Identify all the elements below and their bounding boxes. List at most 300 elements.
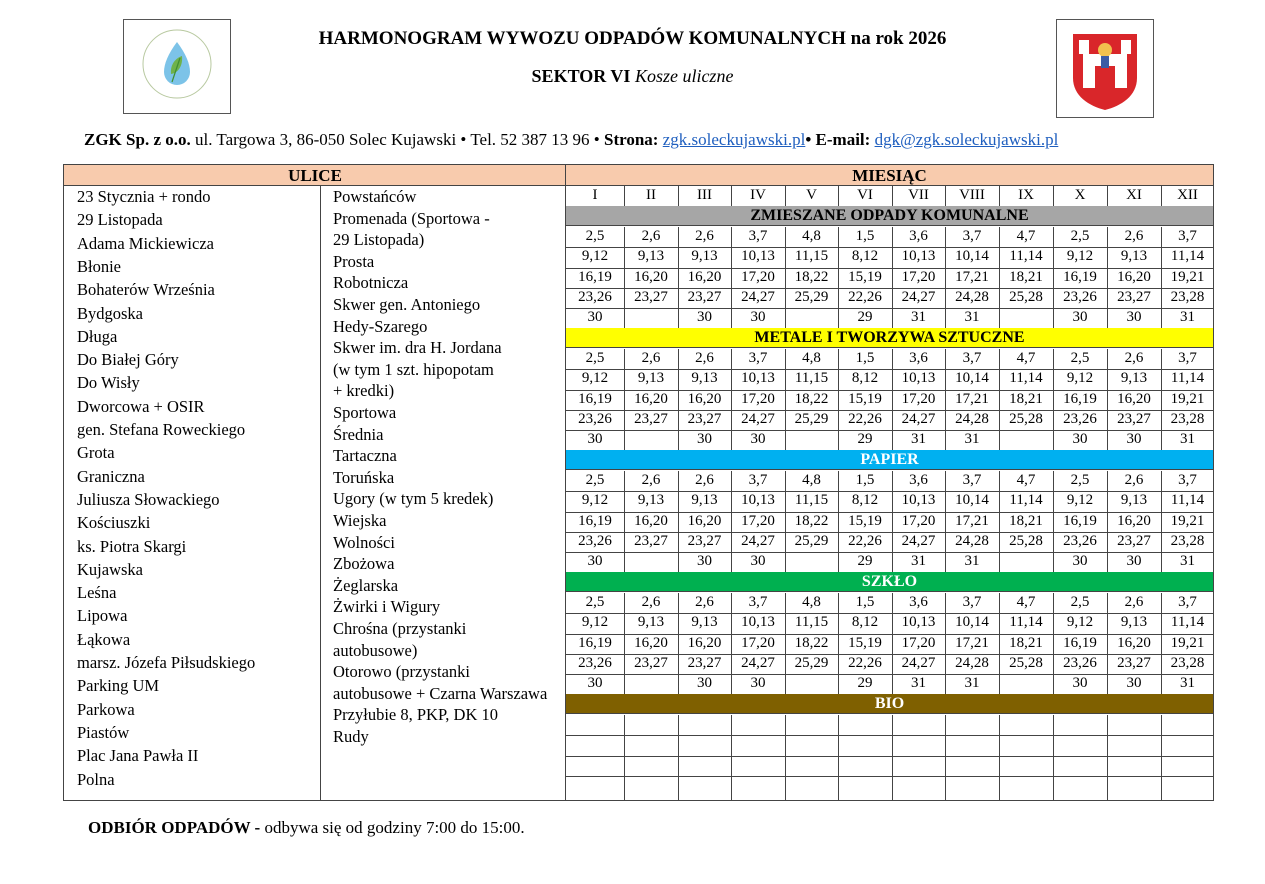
pickup-dates: 31 (911, 553, 926, 569)
pickup-dates: 24,27 (901, 288, 936, 305)
month-label: XI (1126, 187, 1142, 203)
pickup-dates: 2,5 (1070, 594, 1090, 611)
pickup-dates: 2,5 (1070, 228, 1090, 245)
street-item: 29 Listopada (77, 210, 163, 230)
pickup-dates: 16,20 (1117, 268, 1151, 285)
pickup-dates: 16,20 (687, 268, 722, 285)
pickup-dates: 30 (1126, 431, 1142, 447)
pickup-dates: 11,14 (1170, 248, 1205, 265)
pickup-dates: 3,7 (962, 350, 982, 367)
street-item: Wiejska (333, 511, 387, 530)
pickup-dates: 19,21 (1170, 268, 1205, 285)
street-item: Dworcowa + OSIR (77, 396, 205, 416)
pickup-dates: 3,7 (748, 350, 768, 367)
pickup-dates: 23,26 (1063, 654, 1097, 671)
pickup-dates: 3,7 (1178, 350, 1197, 367)
month-label: XII (1177, 187, 1198, 203)
pickup-dates: 29 (857, 309, 873, 325)
month-label: V (806, 187, 817, 203)
street-item: Polna (77, 769, 115, 789)
sector-type: Kosze uliczne (634, 66, 734, 86)
month-label: VI (857, 187, 873, 203)
month-label: X (1074, 187, 1086, 203)
pickup-dates: 16,20 (634, 512, 668, 529)
pickup-dates: 23,27 (687, 288, 722, 305)
pickup-dates: 3,7 (1178, 594, 1197, 611)
pickup-dates: 10,14 (955, 614, 989, 631)
pickup-dates: 23,28 (1170, 654, 1205, 671)
pickup-dates: 30 (1072, 675, 1088, 691)
month-label: VIII (959, 187, 985, 203)
pickup-dates: 30 (587, 431, 603, 447)
pickup-dates: 22,26 (848, 532, 882, 549)
pickup-dates: 1,5 (855, 228, 875, 245)
street-item: Skwer gen. Antoniego (333, 295, 481, 314)
pickup-dates: 11,15 (794, 370, 829, 387)
street-item: Do Wisły (77, 373, 140, 393)
pickup-dates: 24,27 (741, 288, 775, 305)
pickup-dates: 17,20 (741, 268, 775, 285)
pickup-dates: 22,26 (848, 288, 882, 305)
street-item: Leśna (77, 583, 117, 603)
pickup-dates: 8,12 (851, 492, 879, 509)
pickup-dates: 24,27 (741, 410, 775, 427)
pickup-dates: 17,20 (901, 390, 936, 407)
pickup-dates: 23,27 (1117, 532, 1151, 549)
pickup-dates: 3,7 (1178, 228, 1197, 245)
street-item: Łąkowa (77, 629, 131, 649)
pickup-dates: 3,6 (909, 594, 928, 611)
pickup-dates: 25,28 (1009, 288, 1043, 305)
street-item: Chrośna (przystanki (333, 619, 467, 638)
pickup-dates: 8,12 (851, 248, 879, 265)
category-band: ZMIESZANE ODPADY KOMUNALNE (566, 206, 1213, 226)
street-item: Żwirki i Wigury (333, 597, 441, 617)
pickup-dates: 11,14 (1170, 614, 1205, 631)
pickup-dates: 3,6 (909, 350, 928, 367)
pickup-dates: 30 (1072, 431, 1088, 447)
pickup-dates: 31 (1180, 309, 1195, 325)
pickup-dates: 16,20 (687, 390, 722, 407)
pickup-dates: 2,5 (585, 228, 605, 245)
pickup-dates: 11,14 (1009, 248, 1043, 265)
pickup-dates: 31 (964, 553, 980, 569)
pickup-dates: 19,21 (1170, 634, 1205, 651)
schedule-table (63, 164, 1214, 801)
pickup-dates: 9,13 (1120, 614, 1148, 631)
pickup-dates: 9,13 (1120, 248, 1148, 265)
pickup-dates: 18,22 (794, 390, 829, 407)
pickup-dates: 3,7 (1178, 472, 1197, 489)
street-item: 23 Stycznia + rondo (77, 187, 211, 206)
pickup-dates: 23,26 (578, 532, 612, 549)
street-item: gen. Stefana Roweckiego (77, 420, 246, 439)
street-item: Kościuszki (77, 513, 151, 533)
document-title: HARMONOGRAM WYWOZU ODPADÓW KOMUNALNYCH na rok 2026 (318, 28, 947, 49)
pickup-dates: 25,29 (794, 410, 829, 427)
street-item: Sportowa (333, 403, 397, 422)
pickup-dates: 2,5 (585, 350, 605, 367)
pickup-dates: 30 (587, 553, 603, 569)
company-address: ul. Targowa 3, 86-050 Solec Kujawski • Tel. 52 387 13 96 • (190, 130, 604, 149)
pickup-dates: 10,14 (955, 492, 989, 509)
pickup-dates: 23,27 (687, 654, 722, 671)
pickup-dates: 18,21 (1009, 512, 1043, 529)
street-item: Bohaterów Września (77, 280, 215, 300)
pickup-dates: 16,19 (1063, 634, 1097, 651)
pickup-dates: 23,27 (634, 532, 668, 549)
category-band: BIO (566, 694, 1213, 714)
pickup-dates: 23,26 (578, 410, 612, 427)
pickup-dates: 16,20 (634, 268, 668, 285)
pickup-dates: 8,12 (851, 614, 879, 631)
pickup-dates: 24,27 (901, 532, 936, 549)
pickup-dates: 25,29 (794, 654, 829, 671)
pickup-dates: 10,14 (955, 370, 989, 387)
pickup-dates: 17,20 (741, 512, 775, 529)
pickup-dates: 16,20 (1117, 634, 1151, 651)
street-item: Ugory (w tym 5 kredek) (333, 489, 494, 509)
pickup-dates: 23,26 (578, 288, 612, 305)
pickup-dates: 11,14 (1009, 370, 1043, 387)
pickup-dates: 10,13 (901, 370, 936, 387)
pickup-dates: 2,6 (1124, 594, 1144, 611)
street-item: (w tym 1 szt. hipopotam (333, 359, 494, 379)
footer-note (88, 818, 525, 838)
street-item: Parking UM (77, 676, 160, 696)
street-item: Wolności (333, 532, 395, 552)
pickup-dates: 22,26 (848, 410, 882, 427)
month-label: II (646, 187, 656, 203)
pickup-dates: 24,28 (955, 410, 989, 427)
pickup-dates: 30 (1072, 553, 1088, 569)
pickup-dates: 17,21 (955, 512, 989, 529)
pickup-dates: 31 (1180, 675, 1195, 691)
pickup-dates: 2,6 (695, 228, 714, 245)
pickup-dates: 4,8 (802, 594, 821, 611)
pickup-dates: 23,27 (687, 410, 722, 427)
pickup-dates: 23,28 (1170, 288, 1205, 305)
pickup-dates: 17,21 (955, 634, 989, 651)
pickup-dates: 3,7 (748, 594, 768, 611)
pickup-dates: 23,27 (1117, 410, 1151, 427)
category-band: METALE I TWORZYWA SZTUCZNE (566, 328, 1213, 348)
street-item: Parkowa (77, 699, 135, 719)
pickup-dates: 25,28 (1009, 654, 1043, 671)
pickup-dates: 17,20 (901, 512, 936, 529)
pickup-dates: 30 (587, 309, 603, 325)
pickup-dates: 15,19 (848, 268, 882, 285)
street-item: 29 Listopada) (333, 230, 425, 250)
street-item: Długa (77, 326, 118, 346)
street-item: ks. Piotra Skargi (77, 536, 187, 556)
pickup-dates: 24,28 (955, 288, 989, 305)
pickup-dates: 17,20 (741, 634, 775, 651)
pickup-dates: 29 (857, 553, 873, 569)
pickup-dates: 16,19 (1063, 390, 1097, 407)
website-label: Strona: (604, 130, 659, 149)
pickup-dates: 9,13 (637, 492, 665, 509)
category-band: PAPIER (566, 450, 1213, 470)
pickup-dates: 24,27 (741, 654, 775, 671)
pickup-dates: 11,14 (1009, 492, 1043, 509)
pickup-dates: 4,8 (802, 228, 821, 245)
street-item: Powstańców (333, 187, 417, 206)
pickup-dates: 24,28 (955, 532, 989, 549)
pickup-dates: 24,27 (741, 532, 775, 549)
pickup-dates: 2,6 (641, 594, 661, 611)
pickup-dates: 30 (750, 553, 766, 569)
pickup-dates: 15,19 (848, 390, 882, 407)
pickup-dates: 16,20 (1117, 390, 1151, 407)
pickup-dates: 31 (1180, 553, 1195, 569)
pickup-dates: 19,21 (1170, 512, 1205, 529)
month-label: III (697, 187, 712, 203)
pickup-dates: 30 (750, 431, 766, 447)
pickup-dates: 19,21 (1170, 390, 1205, 407)
pickup-dates: 9,12 (1066, 492, 1094, 509)
pickup-dates: 24,27 (901, 654, 936, 671)
pickup-dates: 9,13 (691, 492, 718, 509)
company-name: ZGK Sp. z o.o. (84, 130, 191, 149)
pickup-dates: 10,13 (741, 370, 775, 387)
pickup-dates: 15,19 (848, 512, 882, 529)
category-band: SZKŁO (566, 572, 1213, 592)
street-item: Piastów (77, 722, 130, 742)
pickup-dates: 2,6 (641, 350, 661, 367)
pickup-dates: 9,13 (691, 248, 718, 265)
pickup-dates: 2,6 (695, 472, 714, 489)
pickup-dates: 4,7 (1016, 472, 1036, 489)
pickup-dates: 23,28 (1170, 410, 1205, 427)
pickup-dates: 31 (964, 675, 980, 691)
pickup-dates: 30 (697, 553, 712, 569)
pickup-dates: 11,14 (1009, 614, 1043, 631)
pickup-dates: 16,20 (634, 634, 668, 651)
street-item: Promenada (Sportowa - (333, 208, 490, 228)
pickup-dates: 30 (697, 431, 712, 447)
pickup-dates: 25,28 (1009, 532, 1043, 549)
pickup-dates: 11,14 (1170, 370, 1205, 387)
pickup-dates: 1,5 (855, 350, 875, 367)
pickup-dates: 31 (911, 675, 926, 691)
website-link[interactable]: zgk.soleckujawski.pl (662, 130, 806, 149)
pickup-dates: 9,12 (581, 492, 609, 509)
pickup-dates: 9,12 (581, 370, 609, 387)
sector-label: SEKTOR VI (531, 66, 631, 86)
street-item: Kujawska (77, 559, 143, 579)
footer-text: odbywa się od godziny 7:00 do 15:00. (260, 818, 525, 837)
street-item: Lipowa (77, 606, 128, 626)
pickup-dates: 17,21 (955, 268, 989, 285)
street-item: Żeglarska (333, 575, 399, 595)
month-header: MIESIĄC (566, 165, 1213, 186)
pickup-dates: 24,28 (955, 654, 989, 671)
pickup-dates: 16,20 (634, 390, 668, 407)
footer-bold: ODBIÓR ODPADÓW - (88, 818, 261, 837)
pickup-dates: 9,13 (1120, 370, 1148, 387)
pickup-dates: 2,5 (585, 472, 605, 489)
pickup-dates: 10,13 (741, 614, 775, 631)
pickup-dates: 3,7 (962, 472, 982, 489)
pickup-dates: 30 (697, 675, 712, 691)
pickup-dates: 2,6 (641, 472, 661, 489)
pickup-dates: 9,12 (1066, 370, 1094, 387)
pickup-dates: 24,27 (901, 410, 936, 427)
street-item: Do Białej Góry (77, 350, 179, 370)
pickup-dates: 31 (911, 309, 926, 325)
pickup-dates: 31 (911, 431, 926, 447)
pickup-dates: 31 (964, 431, 980, 447)
pickup-dates: 16,19 (578, 268, 612, 285)
pickup-dates: 18,22 (794, 268, 829, 285)
pickup-dates: 2,6 (641, 228, 661, 245)
pickup-dates: 23,27 (687, 532, 722, 549)
street-item: Graniczna (77, 466, 145, 486)
pickup-dates: 4,8 (802, 350, 821, 367)
street-item: Juliusza Słowackiego (77, 489, 220, 509)
pickup-dates: 15,19 (848, 634, 882, 651)
pickup-dates: 11,15 (794, 614, 829, 631)
pickup-dates: 18,21 (1009, 634, 1043, 651)
pickup-dates: 18,22 (794, 634, 829, 651)
pickup-dates: 9,13 (691, 370, 718, 387)
pickup-dates: 16,19 (1063, 268, 1097, 285)
pickup-dates: 9,13 (637, 248, 665, 265)
pickup-dates: 30 (1126, 553, 1142, 569)
street-item: marsz. Józefa Piłsudskiego (77, 653, 256, 672)
pickup-dates: 31 (1180, 431, 1195, 447)
pickup-dates: 9,13 (637, 614, 665, 631)
pickup-dates: 16,20 (687, 634, 722, 651)
street-item: Średnia (333, 424, 384, 444)
pickup-dates: 9,13 (691, 614, 718, 631)
pickup-dates: 2,5 (1070, 350, 1090, 367)
pickup-dates: 4,7 (1016, 594, 1036, 611)
pickup-dates: 11,14 (1170, 492, 1205, 509)
month-label: IV (750, 187, 766, 203)
pickup-dates: 17,21 (955, 390, 989, 407)
pickup-dates: 18,21 (1009, 390, 1043, 407)
pickup-dates: 3,6 (909, 228, 928, 245)
month-label: IX (1018, 187, 1034, 203)
pickup-dates: 4,7 (1016, 350, 1036, 367)
streets-header: ULICE (64, 165, 566, 186)
pickup-dates: 22,26 (848, 654, 882, 671)
pickup-dates: 2,5 (585, 594, 605, 611)
street-item: Bydgoska (77, 303, 143, 323)
pickup-dates: 9,12 (581, 614, 609, 631)
pickup-dates: 23,27 (634, 288, 668, 305)
pickup-dates: 11,15 (794, 248, 829, 265)
pickup-dates: 23,27 (634, 410, 668, 427)
pickup-dates: 30 (587, 675, 603, 691)
pickup-dates: 10,13 (901, 492, 936, 509)
pickup-dates: 10,13 (741, 248, 775, 265)
pickup-dates: 16,20 (1117, 512, 1151, 529)
month-label: I (592, 187, 598, 203)
pickup-dates: 29 (857, 675, 873, 691)
street-item: Przyłubie 8, PKP, DK 10 (333, 705, 499, 725)
pickup-dates: 30 (750, 675, 766, 691)
street-item: Zbożowa (333, 554, 395, 574)
pickup-dates: 9,12 (581, 248, 609, 265)
pickup-dates: 16,19 (1063, 512, 1097, 529)
pickup-dates: 1,5 (855, 594, 875, 611)
street-item: Adama Mickiewicza (77, 233, 214, 253)
month-label: VII (908, 187, 929, 203)
pickup-dates: 10,13 (901, 248, 936, 265)
pickup-dates: 16,19 (578, 512, 612, 529)
pickup-dates: 30 (1072, 309, 1088, 325)
pickup-dates: 23,28 (1170, 532, 1205, 549)
street-item: Prosta (333, 251, 375, 271)
contact-line (84, 130, 1184, 150)
pickup-dates: 2,6 (695, 350, 714, 367)
street-item: Skwer im. dra H. Jordana (333, 338, 502, 358)
pickup-dates: 9,13 (637, 370, 665, 387)
street-item: + kredki) (333, 381, 395, 401)
pickup-dates: 18,21 (1009, 268, 1043, 285)
pickup-dates: 3,6 (909, 472, 928, 489)
pickup-dates: 17,20 (741, 390, 775, 407)
pickup-dates: 23,26 (1063, 410, 1097, 427)
pickup-dates: 23,27 (1117, 288, 1151, 305)
pickup-dates: 25,29 (794, 532, 829, 549)
pickup-dates: 23,26 (578, 654, 612, 671)
pickup-dates: 8,12 (851, 370, 879, 387)
pickup-dates: 10,13 (901, 614, 936, 631)
street-item: Hedy-Szarego (333, 316, 428, 336)
street-item: Rudy (333, 727, 369, 746)
email-link[interactable]: dgk@zgk.soleckujawski.pl (874, 130, 1059, 149)
pickup-dates: 23,26 (1063, 288, 1097, 305)
pickup-dates: 30 (697, 309, 712, 325)
street-item: Grota (77, 443, 115, 463)
email-label: • E-mail: (805, 130, 871, 149)
pickup-dates: 16,20 (687, 512, 722, 529)
pickup-dates: 2,6 (1124, 472, 1144, 489)
pickup-dates: 30 (1126, 309, 1142, 325)
pickup-dates: 18,22 (794, 512, 829, 529)
pickup-dates: 9,12 (1066, 248, 1094, 265)
pickup-dates: 23,27 (1117, 654, 1151, 671)
pickup-dates: 16,19 (578, 390, 612, 407)
pickup-dates: 2,6 (695, 594, 714, 611)
pickup-dates: 30 (750, 309, 766, 325)
pickup-dates: 23,27 (634, 654, 668, 671)
pickup-dates: 17,20 (901, 268, 936, 285)
street-item: Toruńska (333, 467, 395, 487)
street-item: Plac Jana Pawła II (77, 746, 199, 766)
pickup-dates: 2,6 (1124, 228, 1144, 245)
pickup-dates: 3,7 (748, 228, 768, 245)
pickup-dates: 3,7 (962, 228, 982, 245)
street-item: Otorowo (przystanki (333, 662, 471, 682)
pickup-dates: 31 (964, 309, 980, 325)
pickup-dates: 9,13 (1120, 492, 1148, 509)
pickup-dates: 3,7 (748, 472, 768, 489)
pickup-dates: 1,5 (855, 472, 875, 489)
pickup-dates: 30 (1126, 675, 1142, 691)
pickup-dates: 29 (857, 431, 873, 447)
pickup-dates: 2,6 (1124, 350, 1144, 367)
pickup-dates: 23,26 (1063, 532, 1097, 549)
street-item: Błonie (77, 256, 121, 276)
pickup-dates: 10,14 (955, 248, 989, 265)
pickup-dates: 10,13 (741, 492, 775, 509)
pickup-dates: 25,29 (794, 288, 829, 305)
